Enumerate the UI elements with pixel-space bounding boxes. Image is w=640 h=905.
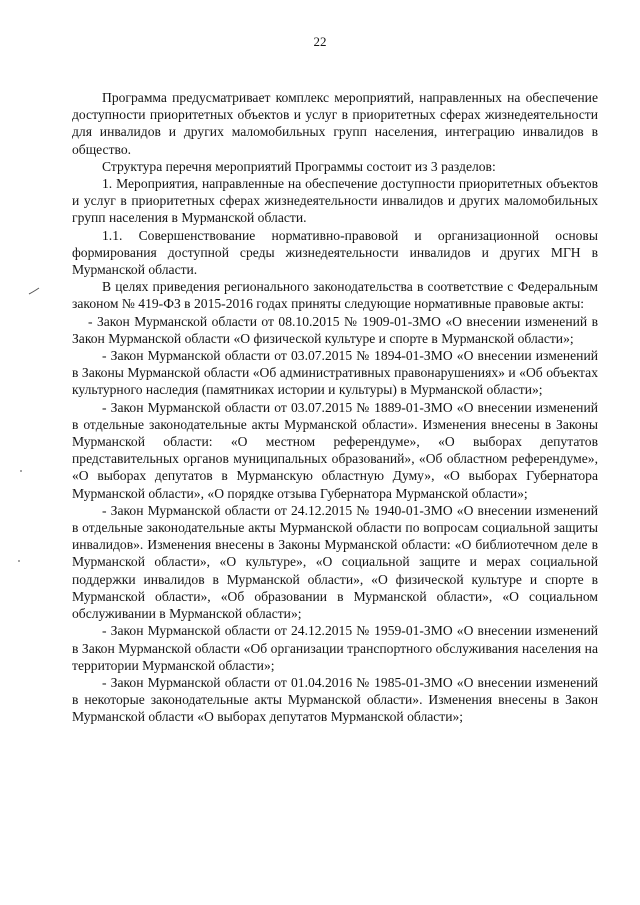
paragraph-legislation-intro: В целях приведения регионального законодательства в соответствие с Федеральным законом № 419-ФЗ в 2015-2016 годах приняты следующие нормативные правовые акты: bbox=[72, 279, 598, 312]
law-item: - Закон Мурманской области от 01.04.2016 № 1985-01-ЗМО «О внесении изменений в некоторые законодательные акты Мурманской области». Изменения внесены в Закон Мурманской области «О выборах депутатов Мурманской области»; bbox=[72, 674, 598, 725]
paragraph-section-1: 1. Мероприятия, направленные на обеспечение доступности приоритетных объектов и услуг в приоритетных сферах жизнедеятельности инвалидов и других маломобильных групп населения в Мурманской области. bbox=[72, 176, 598, 226]
paragraph-program-intro: Программа предусматривает комплекс мероприятий, направленных на обеспечение доступности приоритетных объектов и услуг в приоритетных сферах жизнедеятельности для инвалидов и других маломобильных групп населения, интеграцию инвалидов в общество. bbox=[72, 90, 598, 157]
scan-speck bbox=[20, 470, 22, 472]
document-body bbox=[72, 89, 598, 726]
law-item: - Закон Мурманской области от 03.07.2015 № 1889-01-ЗМО «О внесении изменений в отдельные законодательные акты Мурманской области». Изменения внесены в Законы Мурманской области: «О местном референдуме», «О выборах депутатов представительных органов муниципальных образований», «Об областном референдуме», «О выборах депутатов в Мурманскую областную Думу», «О выборах Губернатора Мурманской области», «О порядке отзыва Губернатора Мурманской области»; bbox=[72, 399, 598, 501]
page-number: 22 bbox=[313, 34, 327, 49]
paragraph-structure: Структура перечня мероприятий Программы состоит из 3 разделов: bbox=[102, 158, 496, 174]
law-item: - Закон Мурманской области от 08.10.2015 № 1909-01-ЗМО «О внесении изменений в Закон Мурманской области «О физической культуре и спорте в Мурманской области»; bbox=[72, 313, 598, 346]
pen-mark bbox=[28, 287, 40, 295]
scan-speck bbox=[18, 560, 20, 562]
paragraph-section-1-1: 1.1. Совершенствование нормативно-правовой и организационной основы формирования доступной среды жизнедеятельности инвалидов и других МГН в Мурманской области. bbox=[72, 227, 598, 278]
law-item: - Закон Мурманской области от 24.12.2015 № 1940-01-ЗМО «О внесении изменений в отдельные законодательные акты Мурманской области по вопросам социальной защиты инвалидов». Изменения внесены в Законы Мурманской области: «О библиотечном деле в Мурманской области», «О культуре», «О социальной защите и мерах социальной поддержки инвалидов в Мурманской области», «О физической культуре и спорте в Мурманской области», «Об образовании в Мурманской области», «О социальном обслуживании в Мурманской области»; bbox=[72, 502, 598, 622]
law-item: - Закон Мурманской области от 24.12.2015 № 1959-01-ЗМО «О внесении изменений в Закон Мурманской области «Об организации транспортного обслуживания населения на территории Мурманской области»; bbox=[72, 623, 598, 673]
law-item: - Закон Мурманской области от 03.07.2015 № 1894-01-ЗМО «О внесении изменений в Законы Мурманской области «Об административных правонарушениях» и «Об объектах культурного наследия (памятниках истории и культуры) в Мурманской области»; bbox=[72, 348, 598, 398]
